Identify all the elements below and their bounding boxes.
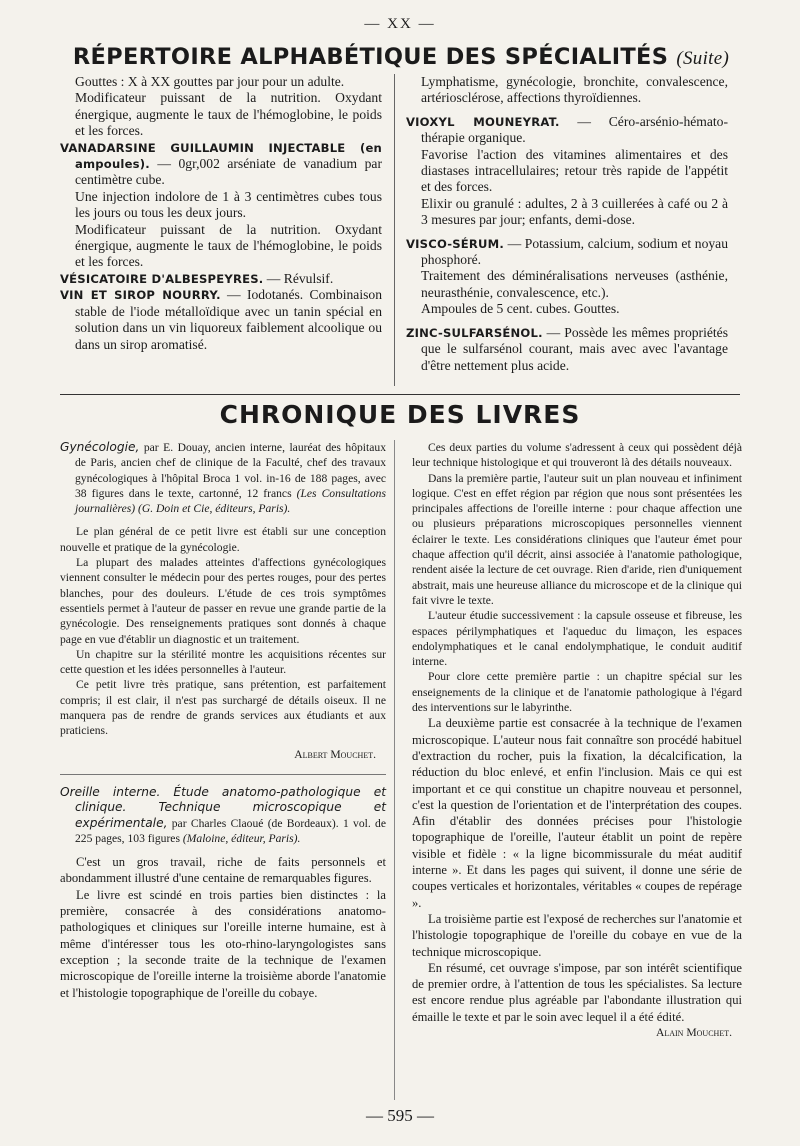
review-paragraph: La plupart des malades atteintes d'affections gynécologiques viennent consulter le médecin pour des pertes rouges, pour des pertes blanches, pour des douleurs. L'étude de ces trois symptômes essentiels permet à l'auteur de passer en revue une grande partie de la gynécologie. Des renseignements pratiques sont donnés à chaque page en vue d'établir un diagnostic et un traitement. (60, 556, 386, 646)
entry-paragraph: Modificateur puissant de la nutrition. Oxydant énergique, augmente le taux de l'hémoglobine, le poids et les forces. (75, 90, 382, 139)
review-paragraph: Ces deux parties du volume s'adressent à ceux qui possèdent déjà leur technique histologique et qui trouveront là des détails nouveaux. (412, 441, 742, 470)
review-paragraph: Pour clore cette première partie : un chapitre spécial sur les enseignements de la clinique et de l'anatomie pathologique à l'égard des interventions sur le labyrinthe. (412, 670, 742, 715)
review-paragraph: Ce petit livre très pratique, sans prétention, est parfaitement compris; il est clair, il n'est pas surchargé de détails oiseux. Il ne manquera pas de rendre de grands services aux étudiants et aux praticiens. (60, 678, 386, 738)
entry-vin-sirop (60, 287, 382, 353)
review-gynecologie-reference (60, 440, 386, 516)
review-signature: Alain Mouchet. (655, 1025, 732, 1039)
entry-name: VIOXYL MOUNEYRAT. (406, 114, 560, 129)
repertoire-title-text: RÉPERTOIRE ALPHABÉTIQUE DES SPÉCIALITÉS (72, 44, 669, 70)
book-publisher: (Les Consultations journalières) (G. Doin et Cie, éditeurs, Paris). (75, 486, 386, 516)
chronique-title: CHRONIQUE DES LIVRES (219, 400, 581, 429)
chronique-right-column (412, 440, 742, 1040)
entry-text: — Possède les mêmes propriétés que le sulfarsénol courant, mais avec avec l'avantage d'être nettement plus acide. (421, 324, 728, 373)
review-paragraph: Le plan général de ce petit livre est établi sur une conception nouvelle et pratique de la gynécologie. (60, 525, 386, 554)
entry-vanadarsine (60, 140, 382, 189)
review-oreille-reference (60, 785, 386, 846)
entry-paragraph: Ampoules de 5 cent. cubes. Gouttes. (421, 301, 620, 317)
review-paragraph: Un chapitre sur la stérilité montre les acquisitions récentes sur cette question et les idées personnelles à l'auteur. (60, 647, 386, 677)
book-author: par Charles Claoué (de Bordeaux). (171, 816, 339, 830)
review-paragraph: C'est un gros travail, riche de faits personnels et abondamment illustré d'une centaine de remarquables figures. (60, 855, 386, 886)
page-number: — 595 — (366, 1106, 434, 1125)
entry-text: — Révulsif. (266, 270, 334, 286)
entry-text: — Potassium, calcium, sodium et noyau phosphoré. (421, 235, 728, 268)
entry-name: VANADARSINE GUILLAUMIN INJECTABLE (en ampoules). (60, 140, 382, 172)
review-paragraph: Le livre est scindé en trois parties bien distinctes : la première, consacrée à des considérations anatomo-pathologiques et cliniques sur l'oreille interne humaine, est à même d'intéresser tous les oto-rhino-laryngologistes sans exception ; la seconde traite de la technique de l'examen microscopique de l'oreille interne la troisième aborde l'anatomie et l'histologie topographique de l'oreille du cobaye. (60, 887, 386, 1000)
column-separator-top (394, 74, 395, 386)
review-paragraph: La troisième partie est l'exposé de recherches sur l'anatomie et l'histologie topographique de l'oreille du cobaye en vue de la technique microscopique. (412, 911, 743, 959)
entry-name: VISCO-SÉRUM. (406, 236, 504, 251)
section-divider (60, 394, 740, 395)
repertoire-title-suffix: (Suite) (676, 48, 730, 69)
entry-vioxyl (406, 114, 728, 147)
entry-text: — Iodotanés. Combinaison stable de l'iode métalloïdique avec un tanin spécial en solution dans un vin liquoreux faiblement alcoolique ou dans un sirop aromatisé. (75, 287, 383, 352)
chronique-left-column (60, 440, 386, 1001)
review-paragraph: Dans la première partie, l'auteur suit un plan nouveau et infiniment logique. C'est en effet région par région que nous sont présentées les principales affections de l'oreille interne : pour chaque affection une ou plusieurs préparations microscopiques personnelles viennent éclairer le texte. Les considérations cliniques que l'auteur émet pour chaque affection qu'il décrit, ainsi associée à l'anatomie pathologique, rendent aisée la lecture de cet ouvrage. Rien d'aride, rien d'uniquement abstrait, mais une heureuse alliance du microscope et de la clinique qui fait vivre le texte. (412, 471, 742, 607)
entry-name: VIN ET SIROP NOURRY. (60, 288, 221, 303)
book-reference: par E. Douay, ancien interne, lauréat des hôpitaux de Paris, ancien chef de clinique de la Faculté, chef des travaux gynécologiques à l'hôpital Broca 1 vol. in-16 de 188 pages, avec 38 figures dans le texte, cartonné, 12 francs (75, 441, 386, 500)
entry-paragraph: Favorise l'action des vitamines alimentaires et des diastases intracellulaires; retour très rapide de l'appétit et des forces. (421, 146, 728, 195)
repertoire-right-column (406, 74, 728, 374)
entry-name: VÉSICATOIRE D'ALBESPEYRES. (60, 271, 264, 286)
entry-visco-serum (406, 236, 728, 269)
page-roman-numeral: — XX — (364, 16, 436, 32)
book-reference: 1 vol. de 225 pages, 103 figures (75, 816, 386, 845)
entry-text: — 0gr,002 arséniate de vanadium par centimètre cube. (75, 156, 382, 188)
book-publisher: (Maloine, éditeur, Paris). (182, 831, 301, 845)
book-title: Oreille interne. Étude anatomo-pathologique et clinique. Technique microscopique et expérimentale, (60, 784, 386, 830)
review-paragraph: L'auteur étudie successivement : la capsule osseuse et fibreuse, les espaces périlymphatiques et l'aqueduc du limaçon, les espaces endolymphatiques et le canal endolymphatique, le conduit auditif interne. (412, 609, 742, 669)
entry-paragraph: Une injection indolore de 1 à 3 centimètres cubes tous les jours ou tous les deux jours. (75, 188, 382, 221)
repertoire-title (56, 44, 746, 70)
entry-paragraph: Gouttes : X à XX gouttes par jour pour un adulte. (75, 74, 345, 89)
entry-paragraph: Elixir ou granulé : adultes, 2 à 3 cuillerées à café ou 2 à 3 mesures par jour; enfants, demi-dose. (421, 195, 728, 228)
column-separator-bottom (394, 440, 395, 1100)
entry-paragraph: Lymphatisme, gynécologie, bronchite, convalescence, artériosclérose, affections thyroïdiennes. (421, 74, 728, 106)
entry-zinc-sulfarsenol (406, 325, 728, 374)
entry-text: — Céro-arsénio-hémato-thérapie organique. (421, 113, 729, 146)
book-title: Gynécologie, (60, 440, 140, 454)
entry-paragraph: Traitement des déminéralisations nerveuses (asthénie, neurasthénie, convalescence, etc.). (421, 268, 728, 300)
entry-name: ZINC-SULFARSÉNOL. (406, 325, 543, 340)
review-signature: Albert Mouchet. (294, 747, 376, 761)
review-paragraph: En résumé, cet ouvrage s'impose, par son intérêt scientifique de premier ordre, à l'attention de tous les spécialistes. Sa lecture est encore rendue plus agréable par l'abondante illustration qui émaille le texte et par le soin avec lequel il a été édité. (412, 960, 742, 1024)
entry-paragraph: Modificateur puissant de la nutrition. Oxydant énergique, augmente le taux de l'hémoglobine, le poids et les forces. (75, 221, 382, 270)
review-paragraph: La deuxième partie est consacrée à la technique de l'examen microscopique. L'auteur nous fait connaître son procédé habituel d'extraction du rocher, puis la fixation, la décalcification, la réduction du bloc enlevé, et enfin l'inclusion. Mais ce qui est important et ce qui constitue un chapitre nouveau et personnel, c'est la question de l'orientation et de l'interprétation des coupes. Afin d'établir des données précises pour l'histologie topographique de l'oreille, l'auteur établit un point de repère visible et fidèle : « la ligne bicommissurale du méat auditif interne ». Et dans les pages qui suivent, il donne une série de coupes verticales et horizontales, véritables « coupes de repérage ». (412, 716, 742, 910)
review-divider (60, 774, 386, 775)
repertoire-left-column (60, 74, 382, 353)
entry-vesicatoire (60, 271, 382, 287)
